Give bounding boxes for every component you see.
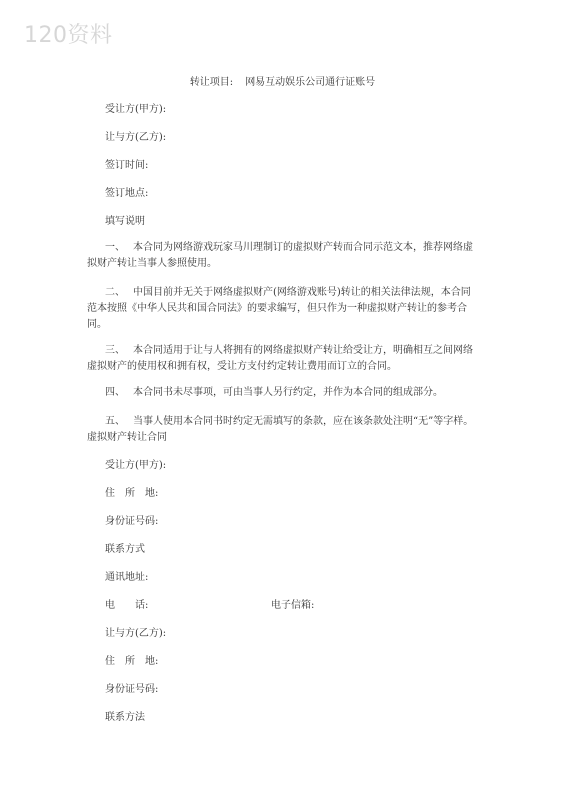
note-5	[87, 414, 479, 446]
party-b-id: 身份证号码:	[105, 684, 159, 695]
note-4	[87, 385, 479, 401]
party-a-id: 身份证号码:	[105, 516, 159, 527]
party-b-title: 让与方(乙方):	[105, 628, 167, 639]
title-label: 转让项目:	[189, 77, 234, 88]
transfer-item-title	[0, 76, 565, 90]
note-number: 二、	[105, 287, 125, 298]
header-instructions: 填写说明	[105, 216, 145, 227]
note-text: 本合同为网络游戏玩家马川理制订的虚拟财产转而合同示范文本，推荐网络虚拟财产转让当事人参照使用。	[87, 242, 473, 269]
party-a-phone: 电 话:	[105, 600, 149, 611]
party-b-address: 住 所 地:	[105, 656, 159, 667]
note-number: 一、	[105, 242, 125, 253]
note-text: 当事人使用本合同书时约定无需填写的条款，应在该条款处注明“无”等字样。虚拟财产转让合同	[87, 416, 474, 443]
note-text: 本合同适用于让与人将拥有的网络虚拟财产转让给受让方，明确相互之间网络虚拟财产的使用权和拥有权，受让方支付约定转让费用而订立的合同。	[87, 345, 473, 372]
note-text: 中国目前并无关于网络虚拟财产(网络游戏账号)转让的相关法律法规，本合同范本按照《中华人民共和国合同法》的要求编写，但只作为一种虚拟财产转让的参考合同。	[87, 287, 471, 330]
party-a-email: 电子信箱:	[271, 600, 315, 611]
party-a-address: 住 所 地:	[105, 488, 159, 499]
note-number: 四、	[105, 387, 125, 398]
note-number: 五、	[105, 416, 125, 427]
title-value: 网易互动娱乐公司通行证账号	[245, 77, 376, 88]
party-a-title: 受让方(甲方):	[105, 460, 167, 471]
note-number: 三、	[105, 345, 125, 356]
party-a-contact: 联系方式	[105, 544, 145, 555]
header-sign-time: 签订时间:	[105, 160, 149, 171]
watermark-logo: 120资料	[24, 23, 113, 48]
party-b-contact: 联系方法	[105, 712, 145, 723]
header-party-a: 受让方(甲方):	[105, 104, 167, 115]
header-sign-place: 签订地点:	[105, 188, 149, 199]
note-3	[87, 343, 479, 375]
note-text: 本合同书未尽事项，可由当事人另行约定，并作为本合同的组成部分。	[133, 387, 443, 398]
note-1	[87, 240, 479, 272]
note-2	[87, 285, 479, 333]
header-party-b: 让与方(乙方):	[105, 132, 167, 143]
party-a-mail-address: 通讯地址:	[105, 572, 149, 583]
